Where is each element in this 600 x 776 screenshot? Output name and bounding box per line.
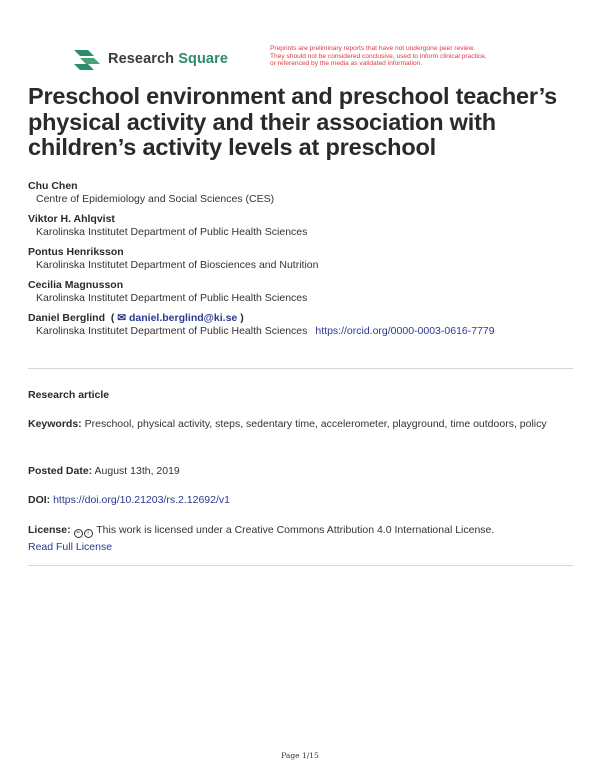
article-type: [28, 387, 573, 404]
author-name: Chu Chen: [28, 180, 78, 192]
brand-name-part1: Research: [108, 51, 175, 67]
author-affiliation: Karolinska Institutet Department of Public Health Sciences: [36, 292, 308, 304]
paper-title: Preschool environment and preschool teacher’s physical activity and their association with children’s activity levels at preschool: [28, 83, 558, 160]
license-text: This work is licensed under a Creative Commons Attribution 4.0 International License.: [96, 524, 495, 536]
divider: [28, 368, 573, 369]
license-label: License:: [28, 524, 71, 536]
disclaimer-line: or referenced by the media as validated information.: [270, 60, 423, 68]
posted-date-label: Posted Date:: [28, 465, 93, 477]
doi-link[interactable]: https://doi.org/10.21203/rs.2.12692/v1: [53, 494, 230, 506]
doi-label: DOI:: [28, 494, 51, 506]
author-name: Viktor H. Ahlqvist: [28, 213, 115, 225]
divider: [28, 565, 573, 566]
author-list: [28, 180, 573, 345]
read-full-license-link[interactable]: Read Full License: [28, 541, 113, 553]
disclaimer-line: Preprints are preliminary reports that have not undergone peer review.: [270, 45, 475, 52]
research-square-logo-icon: [72, 46, 102, 72]
posted-date-value: August 13th, 2019: [94, 465, 180, 477]
disclaimer-line: They should not be considered conclusive, used to inform clinical practice,: [270, 52, 487, 60]
author-affiliation: Centre of Epidemiology and Social Sciences (CES): [36, 193, 275, 205]
author-name: Daniel Berglind: [28, 312, 106, 324]
author-affiliation: Karolinska Institutet Department of Biosciences and Nutrition: [36, 259, 319, 271]
page-number: Page 1/15: [281, 751, 319, 760]
orcid-link[interactable]: https://orcid.org/0000-0003-0616-7779: [315, 325, 495, 337]
doi: [28, 492, 573, 509]
license: [28, 522, 573, 556]
cc-icon: =: [74, 529, 83, 538]
posted-date: [28, 463, 573, 480]
author-email-link[interactable]: daniel.berglind@ki.se: [129, 312, 238, 324]
author-name: Pontus Henriksson: [28, 246, 124, 258]
research-square-logo[interactable]: [72, 46, 228, 72]
mail-icon: ✉: [117, 312, 127, 324]
cc-by-icon: i: [84, 529, 93, 538]
article-type-label: Research article: [28, 389, 110, 401]
author-affiliation-text: Karolinska Institutet Department of Public Health Sciences: [36, 325, 308, 337]
keywords: [28, 416, 573, 433]
brand-name-part2: Square: [178, 51, 228, 67]
keywords-label: Keywords:: [28, 418, 82, 430]
corresponding-author: Daniel Berglind ( ✉ daniel.berglind@ki.se ): [28, 312, 244, 324]
keywords-value: Preschool, physical activity, steps, sedentary time, accelerometer, playground, time outdoors, policy: [84, 418, 547, 430]
preprint-disclaimer: [270, 45, 570, 68]
author-affiliation: Karolinska Institutet Department of Public Health Sciences: [36, 226, 308, 238]
author-affiliation: [28, 325, 573, 338]
author-name: Cecilia Magnusson: [28, 279, 124, 291]
brand-name: [108, 51, 228, 67]
